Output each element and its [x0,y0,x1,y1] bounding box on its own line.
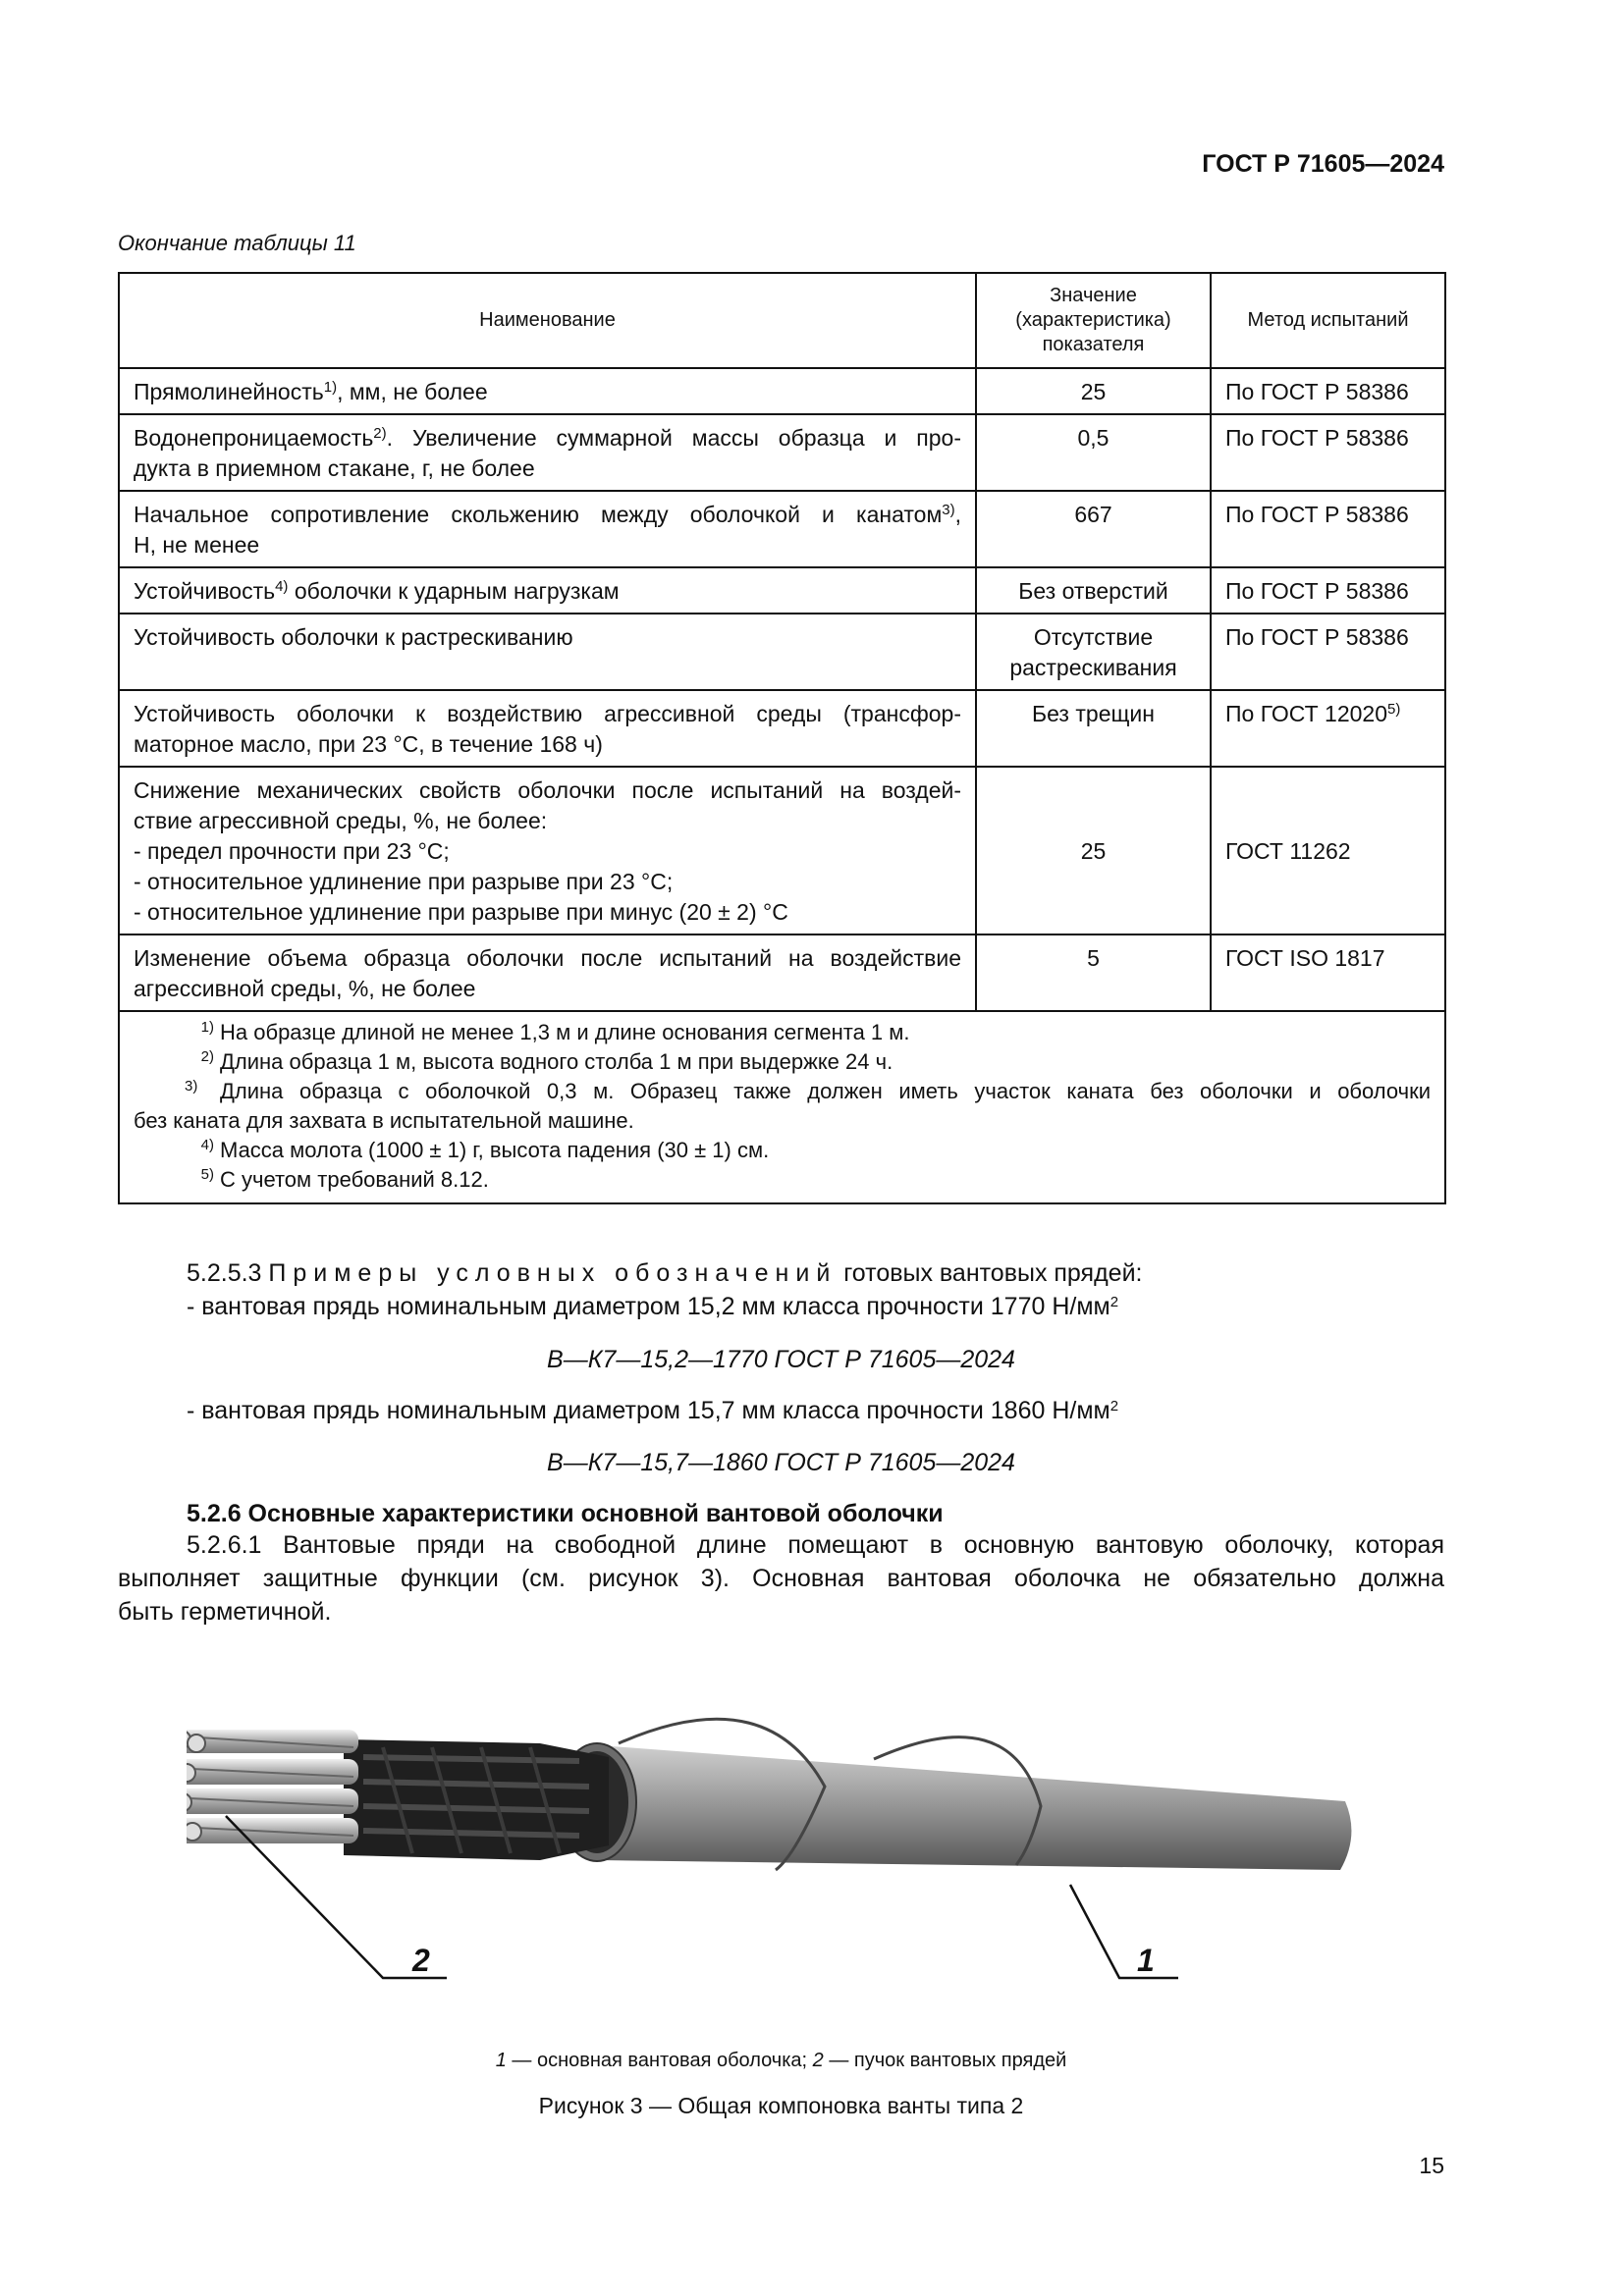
designation-item: - вантовая прядь номинальным диаметром 15,2 мм класса прочности 1770 $Н/мм^2$ [187,1293,1119,1320]
header-value-line: Значение [1050,285,1137,306]
footnote: $^{1)}$ На образце длиной не менее 1,3 м и длине основания сегмента 1 м. [200,1019,910,1044]
row-value: 0,5 [976,414,1211,491]
header-method: Метод испытаний [1211,273,1445,368]
label-1: 1 [1137,1943,1155,1978]
footnote: $^{4)}$ Масса молота (1000 ± 1) г, высота падения (30 ± 1) см. [200,1137,770,1162]
row-value: Без трещин [976,690,1211,767]
row-value: 25 [976,368,1211,414]
row-method: По ГОСТ Р 58386 [1211,491,1445,567]
table-row [119,614,1445,690]
strand-bundle [344,1739,609,1860]
header-value [976,273,1211,368]
row-method: ГОСТ ISO 1817 [1211,934,1445,1011]
row-method: По ГОСТ Р 58386 [1211,414,1445,491]
row-name: Снижение механических свойств оболочки после испытаний на воздей- ствие агрессивной среды, %, не более: - предел прочности при 23 °С; - относительное удлинение при разрыве при 23 °С; - относительное удлинение при разрыве при минус (20 ± 2) °С [119,767,976,934]
table-row [119,368,1445,414]
table-row [119,767,1445,934]
row-method: По ГОСТ Р 58386 [1211,368,1445,414]
stay-cable-figure [187,1688,1365,2042]
table-row [119,491,1445,567]
table-row [119,414,1445,491]
designation-item: - вантовая прядь номинальным диаметром 15,7 мм класса прочности 1860 $Н/мм^2$ [187,1397,1119,1424]
designation-example: В—К7—15,7—1860 ГОСТ Р 71605—2024 [547,1449,1015,1476]
row-name: Устойчивость оболочки к растрескиванию [119,614,976,690]
outer-sheath [558,1743,1351,1870]
row-name: Прямолинейность$^{1)}$, мм, не более [119,368,976,414]
paragraph-5253-title: 5.2.5.3 Примеры условных обозначений готовых вантовых прядей: [187,1259,1143,1287]
header-value-line: (характеристика) [1015,309,1171,331]
characteristics-table [118,272,1446,1204]
standard-code: ГОСТ Р 71605—2024 [1202,150,1444,178]
designation-example: В—К7—15,2—1770 ГОСТ Р 71605—2024 [547,1346,1015,1373]
row-method: По ГОСТ Р 58386 [1211,614,1445,690]
label-2: 2 [412,1943,430,1978]
header-name: Наименование [119,273,976,368]
row-value: 25 [976,767,1211,934]
figure-legend: 1 — основная вантовая оболочка; 2 — пучок вантовых прядей [495,2050,1067,2071]
table-row [119,934,1445,1011]
bare-strands [187,1730,358,1843]
row-name: Водонепроницаемость$^{2)}$. Увеличение суммарной массы образца и про- дукта в приемном стакане, г, не более [119,414,976,491]
row-name: Начальное сопротивление скольжению между оболочкой и канатом$^{3)}$, Н, не менее [119,491,976,567]
table-row [119,567,1445,614]
table-header-row [119,273,1445,368]
table-footnotes [119,1011,1445,1203]
row-method: По ГОСТ Р 58386 [1211,567,1445,614]
row-method: По ГОСТ 12020$^{5)}$ [1211,690,1445,767]
row-name: Устойчивость оболочки к воздействию агрессивной среды (трансфор- маторное масло, при 23 °С, в течение 168 ч) [119,690,976,767]
section-heading: 5.2.6 Основные характеристики основной вантовой оболочки [187,1500,944,1527]
leader-line-1 [1070,1885,1178,1978]
paragraph-5261: 5.2.6.1 Вантовые пряди на свободной длине помещают в основную вантовую оболочку, которая выполняет защитные функции (см. рисунок 3). Основная вантовая оболочка не обязательно должна быть герметичной. [118,1531,1444,1626]
table-caption: Окончание таблицы 11 [118,231,356,255]
table-footnotes-row [119,1011,1445,1203]
row-value: 5 [976,934,1211,1011]
table-row [119,690,1445,767]
header-value-line: показателя [1042,334,1145,355]
footnote: $^{3)}$ Длина образца с оболочкой 0,3 м. Образец также должен иметь участок каната без оболочки и оболочки [185,1078,1431,1103]
row-value: Отсутствие растрескивания [976,614,1211,690]
footnote: $^{5)}$ С учетом требований 8.12. [200,1166,489,1192]
page-number: 15 [1419,2153,1444,2178]
row-name: Изменение объема образца оболочки после испытаний на воздействие агрессивной среды, %, не более [119,934,976,1011]
figure-caption: Рисунок 3 — Общая компоновка ванты типа 2 [538,2093,1024,2118]
row-value: 667 [976,491,1211,567]
row-value: Без отверстий [976,567,1211,614]
footnote: $^{2)}$ Длина образца 1 м, высота водного столба 1 м при выдержке 24 ч. [200,1048,893,1074]
footnote-continuation: без каната для захвата в испытательной машине. [134,1108,634,1133]
row-method: ГОСТ 11262 [1211,767,1445,934]
row-name: Устойчивость$^{4)}$ оболочки к ударным нагрузкам [119,567,976,614]
